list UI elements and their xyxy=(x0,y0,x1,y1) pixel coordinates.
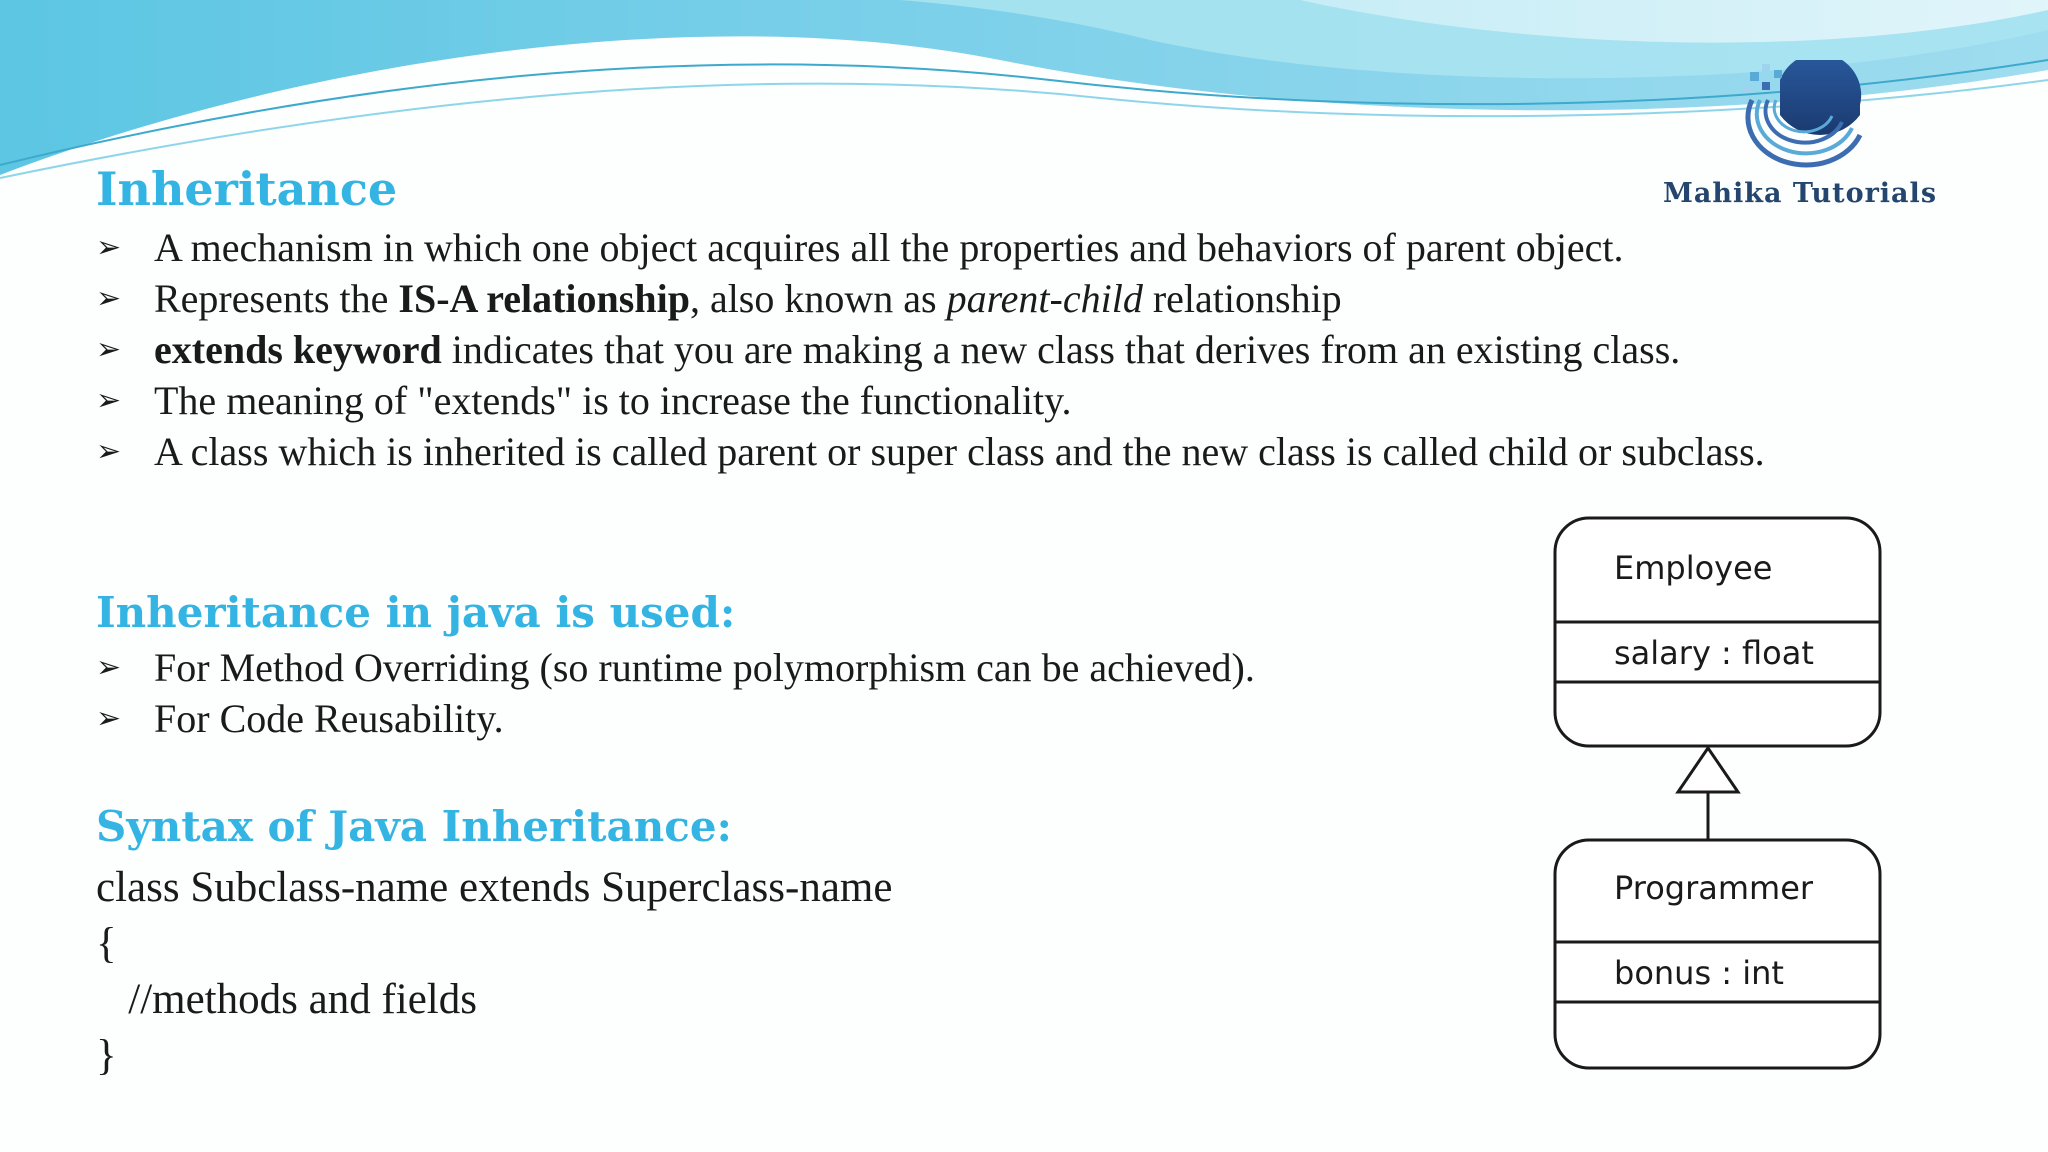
uml-class-employee xyxy=(1555,518,1880,746)
bullet-text: A mechanism in which one object acquires all the properties and behaviors of parent object. xyxy=(154,225,1624,270)
bullet-text: indicates that you are making a new class that derives from an existing class. xyxy=(441,327,1681,372)
concentric-wave-logo-icon xyxy=(1740,60,1870,170)
code-line: { xyxy=(96,920,117,967)
bullet-text: extends keyword xyxy=(154,327,442,372)
usage-bullet-list xyxy=(96,642,1496,744)
uml-inheritance-diagram xyxy=(1540,510,1900,1080)
arrow-bullet-icon: ➢ xyxy=(96,701,122,736)
bullet-item xyxy=(96,222,1926,273)
arrow-bullet-icon: ➢ xyxy=(96,332,122,367)
code-line: } xyxy=(96,1032,117,1079)
section-title-usage: Inheritance in java is used: xyxy=(96,588,736,637)
bullet-text: For Method Overriding (so runtime polymorphism can be achieved). xyxy=(154,645,1255,690)
bullet-text: The meaning of "extends" is to increase the functionality. xyxy=(154,378,1072,423)
bullet-text: Represents the xyxy=(154,276,399,321)
employee-attribute: salary : float xyxy=(1614,634,1814,672)
inheritance-bullet-list xyxy=(96,222,1926,477)
bullet-text: A class which is inherited is called parent or super class and the new class is called child or subclass. xyxy=(154,429,1765,474)
employee-class-name: Employee xyxy=(1614,549,1773,587)
bullet-text: parent-child xyxy=(946,276,1143,321)
bullet-item xyxy=(96,426,1926,477)
syntax-code-block xyxy=(96,860,892,1084)
brand-logo xyxy=(1640,60,1970,220)
arrow-bullet-icon: ➢ xyxy=(96,383,122,418)
bullet-text: relationship xyxy=(1142,276,1342,321)
brand-name: Mahika Tutorials xyxy=(1662,178,1938,209)
uml-class-programmer xyxy=(1555,840,1880,1068)
bullet-item xyxy=(96,324,1926,375)
code-line: //methods and fields xyxy=(96,976,477,1023)
arrow-bullet-icon: ➢ xyxy=(96,434,122,469)
programmer-class-name: Programmer xyxy=(1614,869,1814,907)
bullet-text: For Code Reusability. xyxy=(154,696,504,741)
bullet-item xyxy=(96,693,1496,744)
bullet-item xyxy=(96,642,1496,693)
programmer-attribute: bonus : int xyxy=(1614,954,1784,992)
arrow-bullet-icon: ➢ xyxy=(96,650,122,685)
arrow-bullet-icon: ➢ xyxy=(96,281,122,316)
inheritance-triangle-arrow-icon xyxy=(1678,748,1738,840)
bullet-item xyxy=(96,273,1926,324)
code-line: class Subclass-name extends Superclass-name xyxy=(96,864,893,911)
section-title-syntax: Syntax of Java Inheritance: xyxy=(96,802,733,851)
bullet-text: , also known as xyxy=(689,276,947,321)
bullet-item xyxy=(96,375,1926,426)
bullet-text: IS-A relationship xyxy=(398,276,690,321)
section-title-inheritance: Inheritance xyxy=(96,162,398,216)
arrow-bullet-icon: ➢ xyxy=(96,230,122,265)
